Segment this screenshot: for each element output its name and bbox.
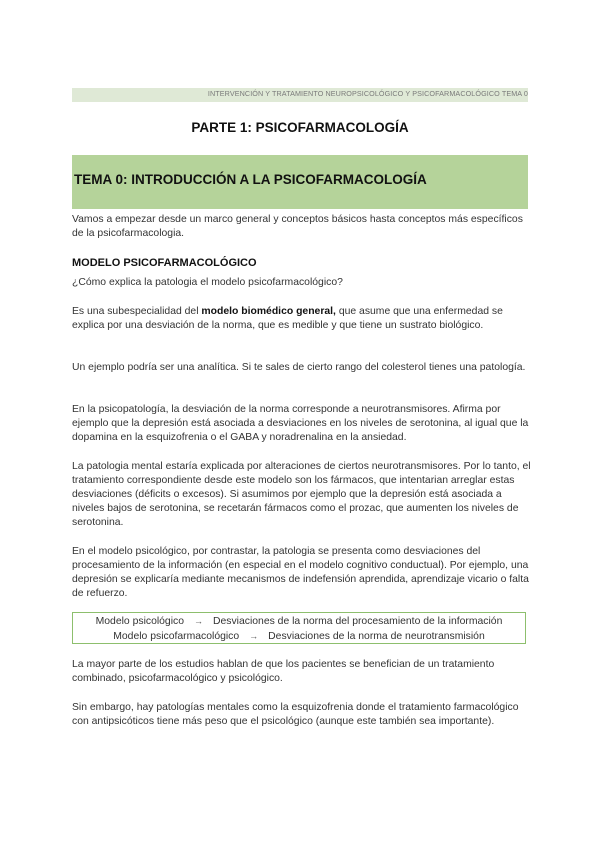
summary-row1-value: Desviaciones de la norma del procesamiento de la información — [213, 616, 503, 627]
summary-row-psychological — [73, 614, 525, 629]
running-header — [72, 88, 528, 102]
question-paragraph: ¿Cómo explica la patologia el modelo psicofarmacológico? — [72, 277, 343, 288]
summary-row1-label: Modelo psicológico — [95, 616, 184, 627]
summary-box — [72, 612, 526, 644]
arrow-right-icon: → — [194, 616, 203, 626]
p1-text-end: que asume que una enfermedad se explica por una desviación de la norma, que es medible y que tiene un sustrato biológico. — [72, 306, 503, 331]
paragraph-psychological-model: En el modelo psicológico, por contrastar, la patologia se presenta como desviaciones del procesamiento de la información (en especial en el modelo cognitivo conductual). Por ejemplo, una depresión se explicaría mediante mecanismos de indefensión aprendida, aprendizaje vicario o falta de refuerzo. — [72, 546, 529, 599]
tema-heading-box — [72, 155, 528, 209]
summary-row2-value: Desviaciones de la norma de neurotransmisión — [268, 631, 485, 642]
summary-row-psychopharmacological — [73, 629, 525, 644]
summary-row2-label: Modelo psicofarmacológico — [113, 631, 240, 642]
paragraph-psychopathology: En la psicopatología, la desviación de la norma corresponde a neurotransmisores. Afirma por ejemplo que la depresión está asociada a desviaciones en los niveles de serotonina, al igual que la dopamina en la esquizofrenia o el GABA y noradrenalina en la ansiedad. — [72, 404, 529, 443]
paragraph-combined-treatment: La mayor parte de los estudios hablan de que los pacientes se benefician de un tratamiento combinado, psicofarmacológico y psicológico. — [72, 659, 495, 684]
paragraph-biomedical-model — [72, 305, 532, 333]
section-heading: MODELO PSICOFARMACOLÓGICO — [72, 257, 257, 269]
running-header-text: INTERVENCIÓN Y TRATAMIENTO NEUROPSICOLÓGICO Y PSICOFARMACOLÓGICO TEMA 0 — [207, 89, 528, 98]
p1-text-start: Es una subespecialidad del — [72, 306, 202, 317]
arrow-right-icon: → — [249, 631, 259, 641]
p1-bold-term: modelo biomédico general, — [201, 306, 336, 317]
intro-paragraph: Vamos a empezar desde un marco general y conceptos básicos hasta conceptos más específicos de la psicofarmacologia. — [72, 214, 523, 239]
paragraph-example: Un ejemplo podría ser una analítica. Si te sales de cierto rango del colesterol tienes una patología. — [72, 362, 526, 373]
paragraph-neurotransmitters: La patologia mental estaría explicada por alteraciones de ciertos neurotransmisores. Por lo tanto, el tratamiento correspondiente desde este modelo son los fármacos, que intentarian arreglar estas desviaciones (déficits o excesos). Si asumimos por ejemplo que la depresión está asociada a niveles bajos de serotonina, se recetarán fármacos como el prozac, que aumenten los niveles de serotonina. — [72, 461, 531, 528]
tema-title: TEMA 0: INTRODUCCIÓN A LA PSICOFARMACOLOGÍA — [74, 172, 427, 187]
paragraph-schizophrenia: Sin embargo, hay patologías mentales como la esquizofrenia donde el tratamiento farmacológico con antipsicóticos tiene más peso que el psicológico (aunque este también sea importante). — [72, 702, 519, 727]
part-title: PARTE 1: PSICOFARMACOLOGÍA — [191, 120, 409, 135]
